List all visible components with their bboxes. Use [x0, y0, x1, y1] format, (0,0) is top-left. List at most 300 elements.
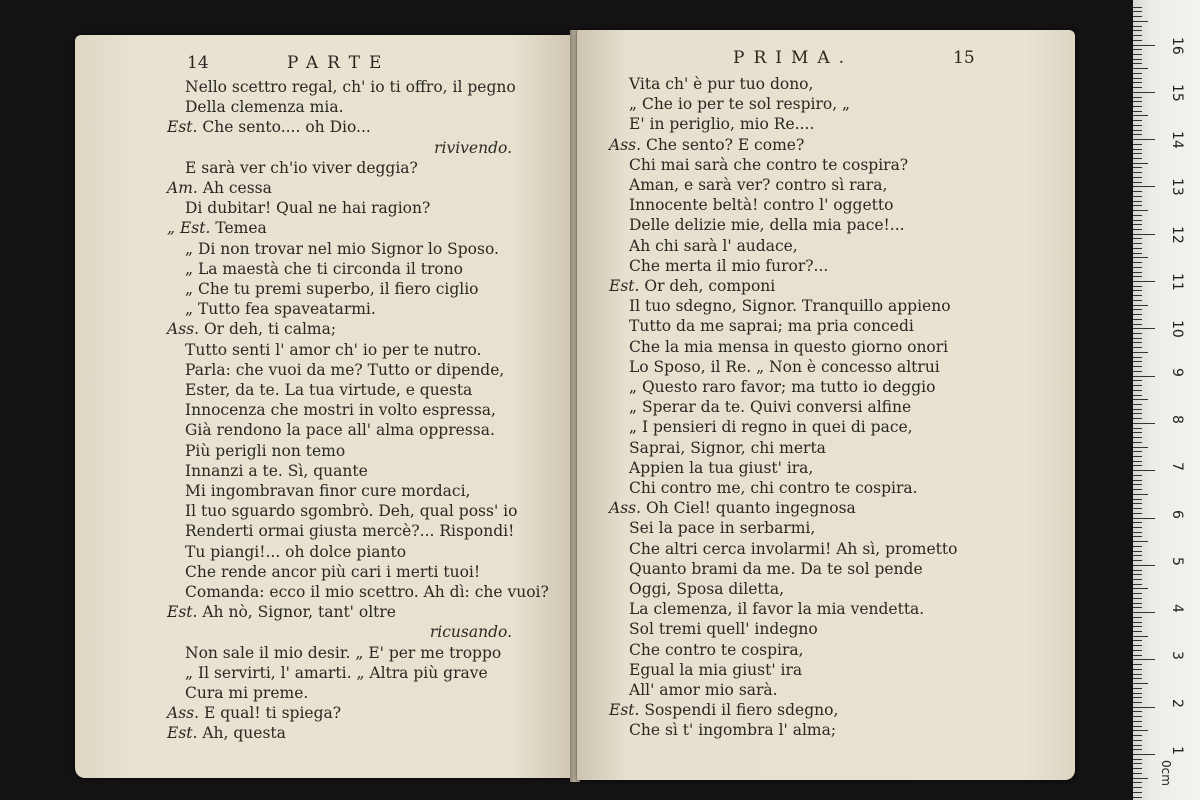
verse-text: Or deh, componi — [644, 277, 776, 295]
text-line — [430, 622, 512, 642]
text-line — [629, 114, 814, 134]
ruler-tick — [1133, 584, 1142, 585]
text-line — [185, 158, 418, 178]
ruler-tick — [1133, 361, 1142, 362]
ruler-number: 6 — [1169, 509, 1185, 519]
text-line — [629, 458, 813, 478]
text-line — [629, 215, 905, 235]
verse-text: Temea — [215, 219, 267, 238]
text-line — [185, 198, 430, 218]
ruler-tick — [1133, 215, 1142, 216]
text-line — [629, 377, 935, 397]
ruler-number: 15 — [1169, 83, 1185, 102]
ruler-tick — [1133, 314, 1142, 315]
ruler-number: 2 — [1169, 698, 1185, 708]
verse-text: Della clemenza mia. — [185, 98, 344, 117]
ruler-tick — [1133, 276, 1142, 277]
ruler-tick — [1133, 338, 1142, 339]
ruler-tick — [1133, 508, 1142, 509]
ruler-tick — [1133, 726, 1142, 727]
ruler-tick — [1133, 721, 1142, 722]
verse-text: Innocente beltà! contro l' oggetto — [629, 196, 894, 215]
ruler-tick — [1133, 366, 1142, 367]
verse-text: Innanzi a te. Sì, quante — [185, 461, 368, 480]
ruler-tick — [1133, 149, 1142, 150]
ruler-tick — [1133, 536, 1142, 537]
ruler-tick — [1133, 158, 1142, 159]
text-line — [185, 582, 549, 602]
text-line — [629, 397, 911, 417]
ruler-tick — [1133, 697, 1142, 698]
ruler-tick — [1133, 740, 1142, 741]
ruler-tick — [1133, 797, 1142, 798]
speaker-label: Am. — [167, 179, 203, 197]
text-line — [167, 703, 341, 723]
verse-text: Sol tremi quell' indegno — [629, 620, 818, 639]
text-line — [629, 539, 957, 559]
text-line — [185, 259, 463, 279]
ruler-tick — [1133, 451, 1142, 452]
stage-direction: ricusando. — [429, 623, 512, 642]
ruler-tick — [1133, 139, 1155, 140]
text-line — [629, 640, 804, 660]
speaker-label: „ Est. — [167, 219, 216, 238]
ruler-tick — [1133, 664, 1142, 665]
ruler-tick — [1133, 735, 1142, 736]
ruler-tick — [1133, 711, 1142, 712]
text-line — [629, 680, 778, 700]
ruler-tick — [1133, 574, 1142, 575]
verse-text: Sei la pace in serbarmi, — [629, 519, 816, 538]
ruler-tick — [1133, 295, 1142, 296]
text-line — [185, 299, 376, 319]
ruler-tick — [1133, 45, 1155, 46]
ruler-tick — [1133, 470, 1155, 471]
ruler-tick — [1133, 754, 1155, 755]
verse-text: „ Tutto fea spaveatarmi. — [185, 300, 376, 319]
verse-text: Sospendi il fiero sdegno, — [644, 701, 839, 720]
ruler-tick — [1133, 399, 1148, 400]
verse-text: Già rendono la pace all' alma oppressa. — [185, 421, 495, 440]
ruler-tick — [1133, 428, 1142, 429]
verse-text: Appien la tua giust' ira, — [629, 458, 814, 477]
ruler-tick — [1133, 186, 1155, 187]
verse-text: Chi contro me, chi contro te cospira. — [629, 479, 918, 497]
speaker-label: Ass. — [167, 320, 204, 339]
text-line — [185, 441, 345, 461]
ruler-tick — [1133, 413, 1142, 414]
verse-text: Ah, questa — [202, 724, 286, 743]
text-line — [629, 175, 887, 195]
ruler-tick — [1133, 125, 1142, 126]
verse-text: Tu piangi!... oh dolce pianto — [185, 542, 407, 561]
ruler-tick — [1133, 63, 1142, 64]
text-line — [185, 340, 481, 360]
ruler-tick — [1133, 532, 1142, 533]
verse-text: „ La maestà che ti circonda il trono — [185, 259, 464, 278]
verse-text: Ah nò, Signor, tant' oltre — [202, 603, 396, 622]
ruler-unit-label: 0cm — [1159, 760, 1173, 786]
ruler-tick — [1133, 763, 1142, 764]
verse-text: Aman, e sarà ver? contro sì rara, — [629, 176, 888, 194]
ruler-tick — [1133, 172, 1142, 173]
text-line — [629, 579, 784, 599]
ruler-tick — [1133, 220, 1142, 221]
ruler-number: 10 — [1169, 320, 1185, 339]
ruler-tick — [1133, 234, 1155, 235]
ruler-tick — [1133, 768, 1142, 769]
ruler-tick — [1133, 352, 1148, 353]
stage-direction: rivivendo. — [434, 138, 512, 157]
ruler-tick — [1133, 115, 1148, 116]
text-line — [167, 602, 396, 622]
ruler-tick — [1133, 437, 1142, 438]
verse-text: „ Che tu premi superbo, il fiero ciglio — [185, 280, 479, 298]
verse-text: Or deh, ti calma; — [203, 320, 337, 339]
ruler-tick — [1133, 598, 1142, 599]
text-line — [185, 77, 516, 97]
speaker-label: Est. — [167, 603, 203, 622]
verse-text: Più perigli non temo — [185, 441, 346, 460]
ruler-tick — [1133, 191, 1142, 192]
ruler-tick — [1133, 309, 1142, 310]
ruler-tick — [1133, 68, 1148, 69]
verse-text: Quanto brami da me. Da te sol pende — [629, 559, 923, 578]
ruler-tick — [1133, 650, 1142, 651]
ruler-tick — [1133, 693, 1142, 694]
ruler-tick — [1133, 612, 1155, 613]
verse-text: Ah chi sarà l' audace, — [629, 236, 798, 255]
ruler-number: 5 — [1169, 556, 1185, 566]
verse-text: Mi ingombravan finor cure mordaci, — [185, 482, 471, 500]
text-line — [629, 74, 813, 94]
text-line — [629, 195, 893, 215]
text-line — [629, 236, 798, 256]
speaker-label: Ass. — [609, 135, 646, 154]
ruler-tick — [1133, 792, 1142, 793]
text-line — [629, 316, 914, 336]
text-line — [185, 521, 514, 541]
verse-text: „ Di non trovar nel mio Signor lo Sposo. — [185, 239, 499, 258]
verse-text: Chi mai sarà che contro te cospira? — [629, 155, 909, 174]
verse-text: Che rende ancor più cari i merti tuoi! — [185, 562, 481, 581]
ruler-tick — [1133, 579, 1142, 580]
text-line — [185, 501, 517, 521]
measuring-ruler — [1133, 0, 1200, 800]
ruler-tick — [1133, 546, 1142, 547]
ruler-tick — [1133, 745, 1142, 746]
ruler-number: 12 — [1169, 225, 1185, 244]
text-line — [629, 94, 850, 114]
verse-text: Renderti ormai giusta mercè?... Rispondi! — [185, 522, 515, 541]
verse-text: Che merta il mio furor?... — [629, 256, 829, 275]
right-page — [577, 30, 1075, 780]
ruler-tick — [1133, 678, 1142, 679]
ruler-tick — [1133, 347, 1142, 348]
verse-text: „ Che io per te sol respiro, „ — [629, 95, 851, 114]
ruler-tick — [1133, 480, 1142, 481]
text-line — [629, 559, 923, 579]
speaker-label: Ass. — [609, 499, 646, 518]
ruler-tick — [1133, 78, 1142, 79]
ruler-tick — [1133, 565, 1155, 566]
text-line — [629, 478, 918, 498]
verse-text: La clemenza, il favor la mia vendetta. — [629, 600, 925, 619]
ruler-tick — [1133, 688, 1142, 689]
ruler-tick — [1133, 101, 1142, 102]
speaker-label: Est. — [167, 118, 203, 137]
text-line — [629, 357, 940, 377]
ruler-tick — [1133, 513, 1142, 514]
ruler-tick — [1133, 622, 1142, 623]
verse-text: Comanda: ecco il mio scettro. Ah dì: che vuoi? — [185, 583, 549, 601]
ruler-number: 1 — [1169, 746, 1185, 755]
ruler-tick — [1133, 465, 1142, 466]
ruler-tick — [1133, 423, 1155, 424]
ruler-tick — [1133, 87, 1142, 88]
ruler-tick — [1133, 253, 1142, 254]
verse-text: Nello scettro regal, ch' io ti offro, il pegno — [185, 78, 516, 96]
verse-text: Che sento? E come? — [645, 135, 805, 154]
verse-text: All' amor mio sarà. — [629, 681, 778, 699]
ruler-tick — [1133, 290, 1142, 291]
ruler-tick — [1133, 461, 1142, 462]
verse-text: Che la mia mensa in questo giorno onori — [629, 337, 949, 356]
ruler-tick — [1133, 527, 1142, 528]
ruler-tick — [1133, 281, 1155, 282]
ruler-tick — [1133, 669, 1142, 670]
ruler-tick — [1133, 40, 1142, 41]
ruler-tick — [1133, 229, 1142, 230]
ruler-tick — [1133, 570, 1142, 571]
ruler-tick — [1133, 324, 1142, 325]
verse-text: „ Sperar da te. Quivi conversi alfine — [629, 398, 912, 417]
verse-text: Vita ch' è pur tuo dono, — [629, 75, 814, 93]
text-line — [629, 155, 908, 175]
text-line — [185, 683, 308, 703]
ruler-tick — [1133, 555, 1142, 556]
ruler-tick — [1133, 257, 1148, 258]
ruler-number: 7 — [1169, 462, 1185, 472]
text-line — [185, 663, 488, 683]
ruler-tick — [1133, 645, 1142, 646]
ruler-tick — [1133, 522, 1142, 523]
ruler-tick — [1133, 475, 1142, 476]
text-line — [434, 138, 512, 158]
ruler-tick — [1133, 243, 1142, 244]
ruler-tick — [1133, 21, 1148, 22]
ruler-tick — [1133, 588, 1148, 589]
verse-text: „ I pensieri di regno in quei di pace, — [629, 418, 913, 437]
ruler-tick — [1133, 409, 1142, 410]
ruler-tick — [1133, 385, 1142, 386]
ruler-tick — [1133, 683, 1148, 684]
ruler-tick — [1133, 702, 1142, 703]
ruler-tick — [1133, 59, 1142, 60]
text-line — [609, 700, 838, 720]
ruler-tick — [1133, 560, 1142, 561]
verse-text: E' in periglio, mio Re.... — [629, 115, 815, 134]
ruler-tick — [1133, 92, 1155, 93]
ruler-tick — [1133, 49, 1142, 50]
verse-text: Saprai, Signor, chi merta — [629, 438, 826, 457]
verse-text: Tutto da me saprai; ma pria concedi — [629, 317, 914, 336]
text-line — [629, 296, 951, 316]
text-line — [609, 498, 856, 518]
ruler-tick — [1133, 342, 1142, 343]
ruler-tick — [1133, 499, 1142, 500]
ruler-tick — [1133, 418, 1142, 419]
ruler-tick — [1133, 636, 1148, 637]
ruler-tick — [1133, 73, 1142, 74]
ruler-tick — [1133, 759, 1142, 760]
text-line — [167, 723, 286, 743]
text-line — [185, 420, 495, 440]
text-line — [185, 542, 406, 562]
text-line — [609, 135, 804, 155]
ruler-tick — [1133, 144, 1142, 145]
verse-text: Ester, da te. La tua virtude, e questa — [185, 381, 473, 399]
ruler-tick — [1133, 97, 1142, 98]
ruler-number: 8 — [1169, 414, 1185, 424]
ruler-tick — [1133, 640, 1142, 641]
ruler-tick — [1133, 262, 1142, 263]
left-running-head: PARTE — [287, 53, 391, 73]
text-line — [629, 518, 815, 538]
ruler-tick — [1133, 659, 1155, 660]
ruler-tick — [1133, 238, 1142, 239]
ruler-tick — [1133, 30, 1142, 31]
verse-text: „ Questo raro favor; ma tutto io deggio — [629, 378, 936, 396]
ruler-tick — [1133, 35, 1142, 36]
text-line — [629, 619, 818, 639]
left-page-number: 14 — [187, 53, 209, 73]
ruler-tick — [1133, 130, 1142, 131]
ruler-tick — [1133, 626, 1142, 627]
ruler-tick — [1133, 224, 1142, 225]
text-line — [167, 178, 272, 198]
ruler-tick — [1133, 134, 1142, 135]
ruler-number: 4 — [1169, 604, 1185, 614]
ruler-tick — [1133, 163, 1148, 164]
ruler-tick — [1133, 319, 1142, 320]
speaker-label: Ass. — [167, 704, 204, 723]
ruler-tick — [1133, 196, 1142, 197]
text-line — [185, 97, 344, 117]
ruler-tick — [1133, 26, 1142, 27]
ruler-tick — [1133, 631, 1142, 632]
ruler-tick — [1133, 749, 1142, 750]
ruler-tick — [1133, 518, 1155, 519]
ruler-tick — [1133, 442, 1142, 443]
ruler-tick — [1133, 201, 1142, 202]
ruler-tick — [1133, 607, 1142, 608]
ruler-tick — [1133, 707, 1155, 708]
text-line — [629, 438, 826, 458]
ruler-tick — [1133, 300, 1142, 301]
verse-text: Che sento.... oh Dio... — [202, 118, 371, 137]
ruler-tick — [1133, 305, 1148, 306]
ruler-number: 11 — [1169, 273, 1185, 291]
ruler-tick — [1133, 111, 1142, 112]
speaker-label: Est. — [167, 724, 203, 743]
ruler-tick — [1133, 54, 1142, 55]
verse-text: Oggi, Sposa diletta, — [629, 580, 784, 598]
verse-text: Il tuo sguardo sgombrò. Deh, qual poss' io — [185, 502, 518, 521]
ruler-tick — [1133, 674, 1142, 675]
ruler-number: 14 — [1169, 131, 1185, 149]
verse-text: Parla: che vuoi da me? Tutto or dipende, — [185, 360, 505, 379]
ruler-tick — [1133, 551, 1142, 552]
ruler-tick — [1133, 778, 1148, 779]
verse-text: Il tuo sdegno, Signor. Tranquillo appieno — [629, 297, 951, 316]
ruler-tick — [1133, 380, 1142, 381]
text-line — [185, 360, 504, 380]
ruler-tick — [1133, 328, 1155, 329]
ruler-number: 3 — [1169, 651, 1185, 661]
ruler-tick — [1133, 167, 1142, 168]
ruler-tick — [1133, 787, 1142, 788]
verse-text: Delle delizie mie, della mia pace!... — [629, 216, 905, 235]
ruler-tick — [1133, 11, 1142, 12]
verse-text: Egual la mia giust' ira — [629, 660, 803, 679]
verse-text: Cura mi preme. — [185, 684, 309, 702]
text-line — [167, 319, 336, 339]
text-line — [185, 400, 496, 420]
ruler-tick — [1133, 106, 1142, 107]
ruler-tick — [1133, 484, 1142, 485]
ruler-number: 13 — [1169, 178, 1185, 197]
ruler-tick — [1133, 404, 1142, 405]
ruler-tick — [1133, 371, 1142, 372]
ruler-tick — [1133, 153, 1142, 154]
text-line — [185, 380, 472, 400]
text-line — [629, 660, 802, 680]
ruler-tick — [1133, 541, 1148, 542]
text-line — [629, 337, 948, 357]
ruler-tick — [1133, 7, 1142, 8]
ruler-tick — [1133, 333, 1142, 334]
ruler-tick — [1133, 730, 1148, 731]
ruler-tick — [1133, 773, 1142, 774]
text-line — [167, 218, 267, 238]
ruler-tick — [1133, 593, 1142, 594]
right-page-number: 15 — [953, 48, 975, 68]
ruler-tick — [1133, 357, 1142, 358]
ruler-tick — [1133, 376, 1155, 377]
verse-text: Che contro te cospira, — [629, 640, 804, 659]
verse-text: Innocenza che mostri in volto espressa, — [185, 401, 496, 420]
text-line — [629, 417, 913, 437]
ruler-tick — [1133, 494, 1148, 495]
verse-text: Ah cessa — [202, 179, 272, 197]
ruler-tick — [1133, 655, 1142, 656]
text-line — [185, 461, 368, 481]
ruler-tick — [1133, 503, 1142, 504]
verse-text: Di dubitar! Qual ne hai ragion? — [185, 199, 431, 218]
ruler-tick — [1133, 82, 1142, 83]
ruler-tick — [1133, 432, 1142, 433]
ruler-number: 9 — [1169, 367, 1185, 377]
ruler-tick — [1133, 267, 1142, 268]
speaker-label: Est. — [609, 701, 645, 720]
verse-text: Non sale il mio desir. „ E' per me troppo — [185, 643, 502, 662]
text-line — [629, 256, 828, 276]
text-line — [185, 481, 470, 501]
ruler-tick — [1133, 489, 1142, 490]
text-line — [629, 599, 924, 619]
ruler-tick — [1133, 205, 1142, 206]
